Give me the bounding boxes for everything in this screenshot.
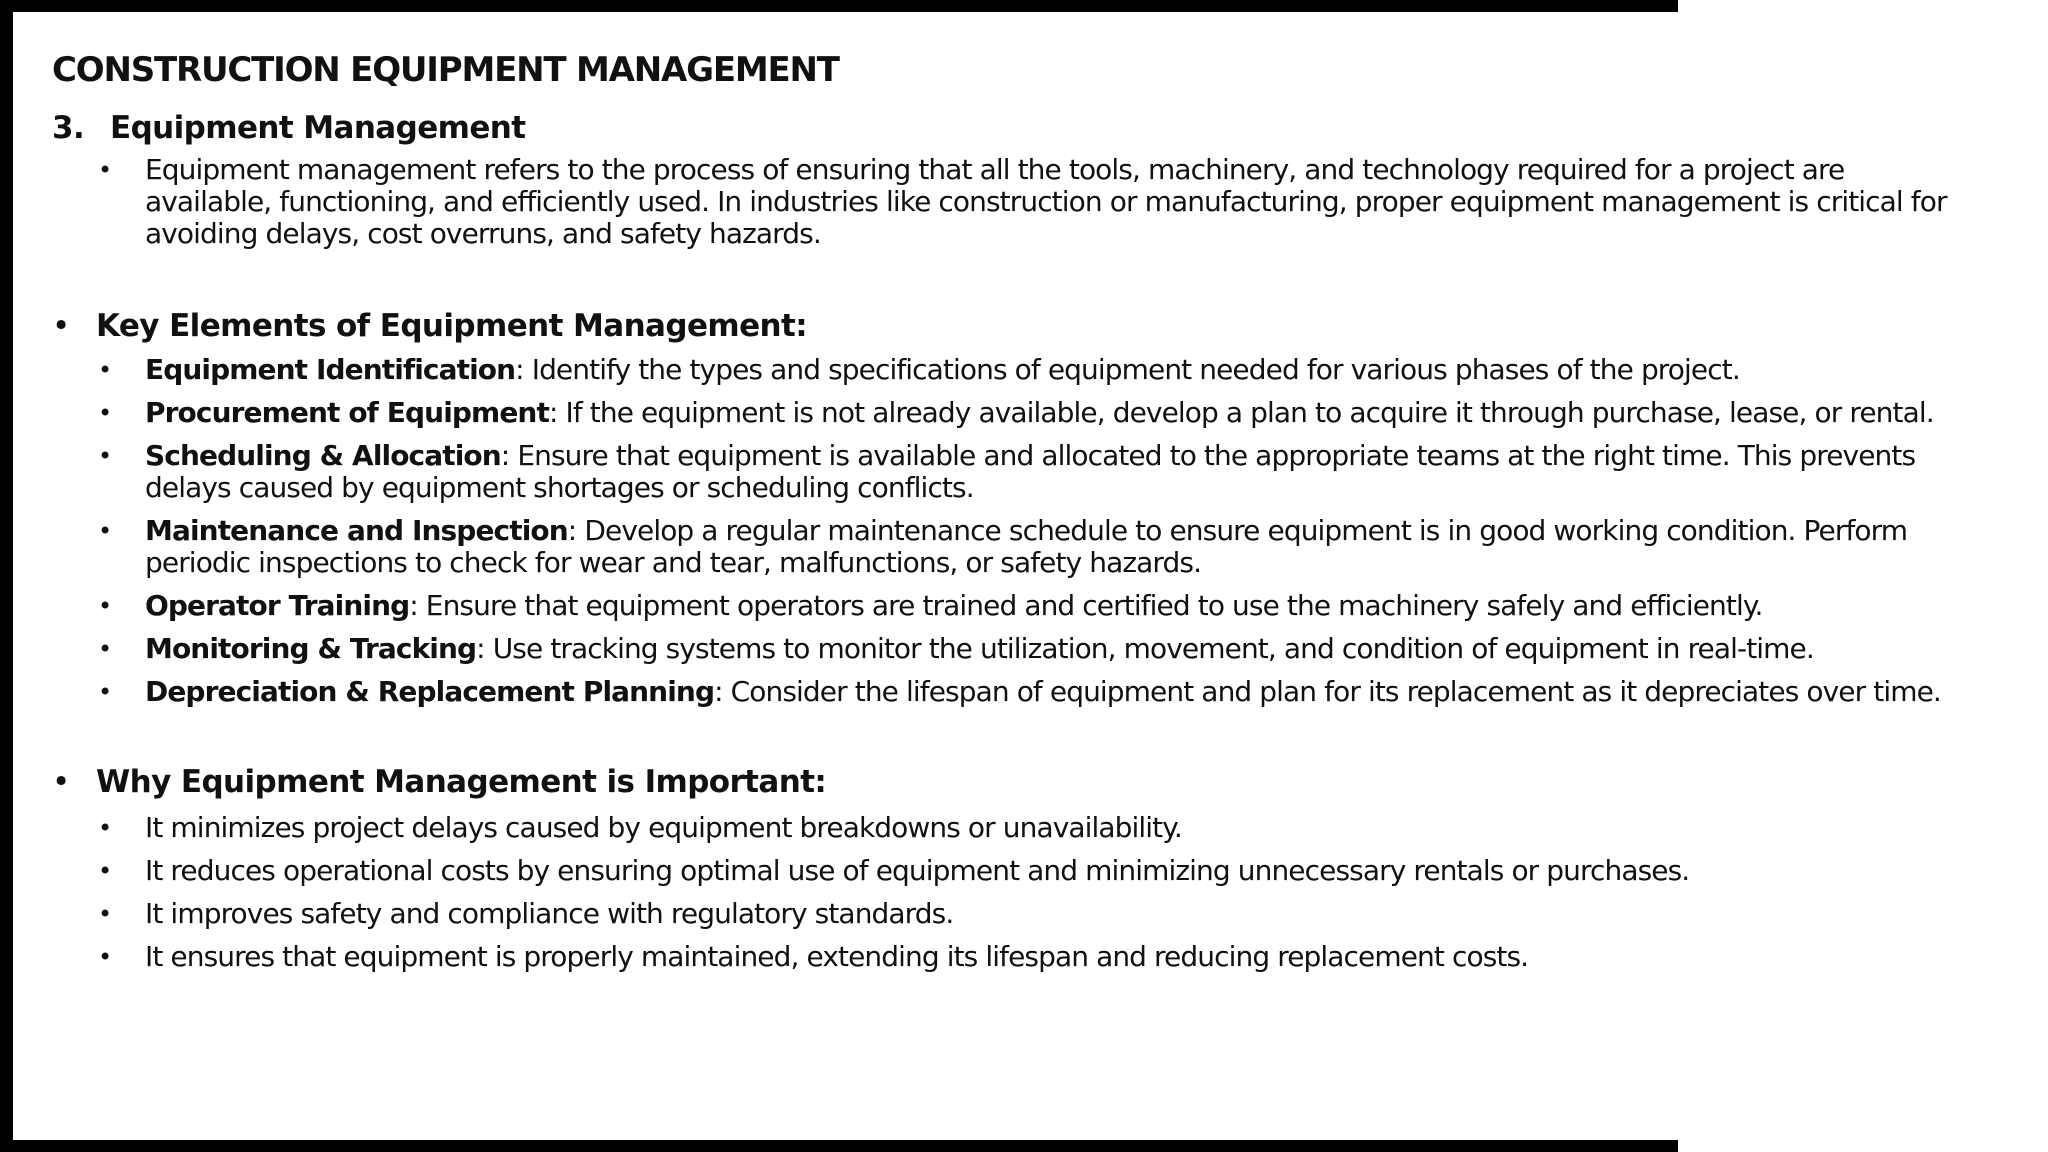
intro-text: Equipment management refers to the process of ensuring that all the tools, machinery, and technology required for a project are available, functioning, and efficiently used. In industries like construction or manufacturing, proper equipment management is critical for avoiding delays, cost overruns, and safety hazards. <box>145 153 1947 250</box>
item-description: : If the equipment is not already available, develop a plan to acquire it through purchase, lease, or rental. <box>548 396 1934 429</box>
section-heading <box>52 108 1972 148</box>
item-term: Depreciation & Replacement Planning <box>145 675 715 708</box>
key-elements-heading-text: Key Elements of Equipment Management: <box>96 308 808 344</box>
slide-frame-top <box>0 0 1678 12</box>
bullet-icon: • <box>98 814 112 842</box>
list-item <box>96 515 1972 579</box>
list-item <box>96 354 1972 386</box>
bullet-icon: • <box>98 857 112 885</box>
key-elements-list <box>96 354 1972 708</box>
item-description: : Identify the types and specifications of equipment needed for various phases of the project. <box>515 353 1740 386</box>
list-item <box>96 397 1972 429</box>
item-text: It improves safety and compliance with regulatory standards. <box>145 897 954 930</box>
importance-heading-text: Why Equipment Management is Important: <box>96 764 827 800</box>
item-description: : Use tracking systems to monitor the utilization, movement, and condition of equipment in real-time. <box>476 632 1814 665</box>
slide-frame-left <box>0 0 13 1152</box>
bullet-icon: • <box>52 308 70 344</box>
item-term: Equipment Identification <box>145 353 516 386</box>
item-term: Procurement of Equipment <box>145 396 549 429</box>
bullet-icon: • <box>52 764 70 800</box>
slide-content <box>52 46 1972 973</box>
list-item <box>96 855 1972 887</box>
item-description: : Consider the lifespan of equipment and plan for its replacement as it depreciates over time. <box>714 675 1941 708</box>
list-item <box>96 590 1972 622</box>
list-item <box>96 941 1972 973</box>
bullet-icon: • <box>98 900 112 928</box>
list-item <box>96 440 1972 504</box>
item-text: It minimizes project delays caused by equipment breakdowns or unavailability. <box>145 811 1182 844</box>
list-item <box>96 898 1972 930</box>
slide-frame-bottom <box>0 1140 1678 1152</box>
section-title: Equipment Management <box>110 110 526 146</box>
bullet-icon: • <box>98 678 112 706</box>
bullet-icon: • <box>98 356 112 384</box>
key-elements-heading <box>52 306 1972 346</box>
item-description: : Ensure that equipment is available and allocated to the appropriate teams at the right time. This prevents delays caused by equipment shortages or scheduling conflicts. <box>145 439 1916 504</box>
bullet-icon: • <box>98 517 112 545</box>
intro-item <box>96 154 1972 250</box>
bullet-icon: • <box>98 399 112 427</box>
importance-list <box>96 812 1972 973</box>
item-description: : Ensure that equipment operators are trained and certified to use the machinery safely and efficiently. <box>409 589 1763 622</box>
item-term: Scheduling & Allocation <box>145 439 501 472</box>
bullet-icon: • <box>98 156 112 184</box>
importance-heading <box>52 762 1972 802</box>
list-item <box>96 676 1972 708</box>
bullet-icon: • <box>98 592 112 620</box>
item-description: : Develop a regular maintenance schedule to ensure equipment is in good working condition. Perform periodic inspections to check for wear and tear, malfunctions, or safety hazards. <box>145 514 1908 579</box>
section-number: 3. <box>52 110 85 146</box>
slide-title: CONSTRUCTION EQUIPMENT MANAGEMENT <box>52 50 839 90</box>
item-text: It reduces operational costs by ensuring optimal use of equipment and minimizing unnecessary rentals or purchases. <box>145 854 1690 887</box>
intro-list <box>96 154 1972 250</box>
bullet-icon: • <box>98 943 112 971</box>
bullet-icon: • <box>98 442 112 470</box>
item-term: Monitoring & Tracking <box>145 632 477 665</box>
item-term: Operator Training <box>145 589 410 622</box>
bullet-icon: • <box>98 635 112 663</box>
list-item <box>96 633 1972 665</box>
list-item <box>96 812 1972 844</box>
item-term: Maintenance and Inspection <box>145 514 568 547</box>
item-text: It ensures that equipment is properly maintained, extending its lifespan and reducing replacement costs. <box>145 940 1529 973</box>
